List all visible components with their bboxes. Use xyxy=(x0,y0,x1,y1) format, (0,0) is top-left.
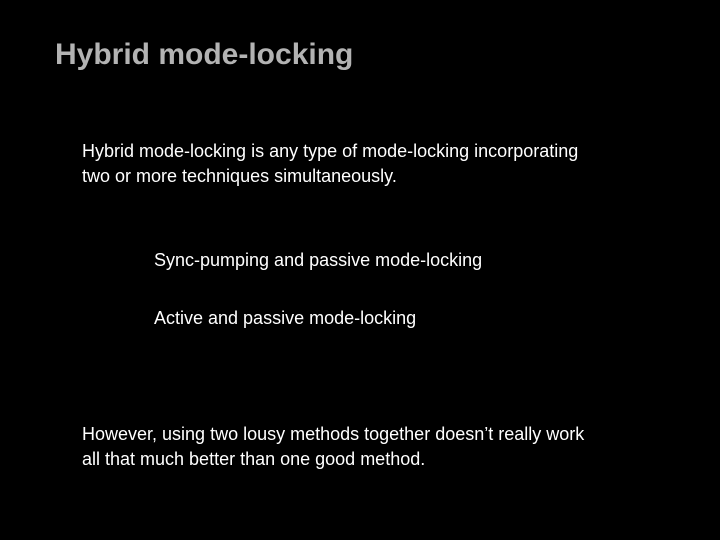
intro-paragraph xyxy=(82,139,682,189)
intro-line: two or more techniques simultaneously. xyxy=(82,166,397,186)
bullet-item-sync-pumping: Sync-pumping and passive mode-locking xyxy=(154,250,483,270)
closing-paragraph xyxy=(82,422,682,472)
closing-line: However, using two lousy methods together doesn’t really work xyxy=(82,424,585,444)
bullet-item-active-passive: Active and passive mode-locking xyxy=(154,308,417,328)
closing-line: all that much better than one good method. xyxy=(82,449,426,469)
intro-line: Hybrid mode-locking is any type of mode-locking incorporating xyxy=(82,141,579,161)
slide-title: Hybrid mode-locking xyxy=(55,38,354,71)
